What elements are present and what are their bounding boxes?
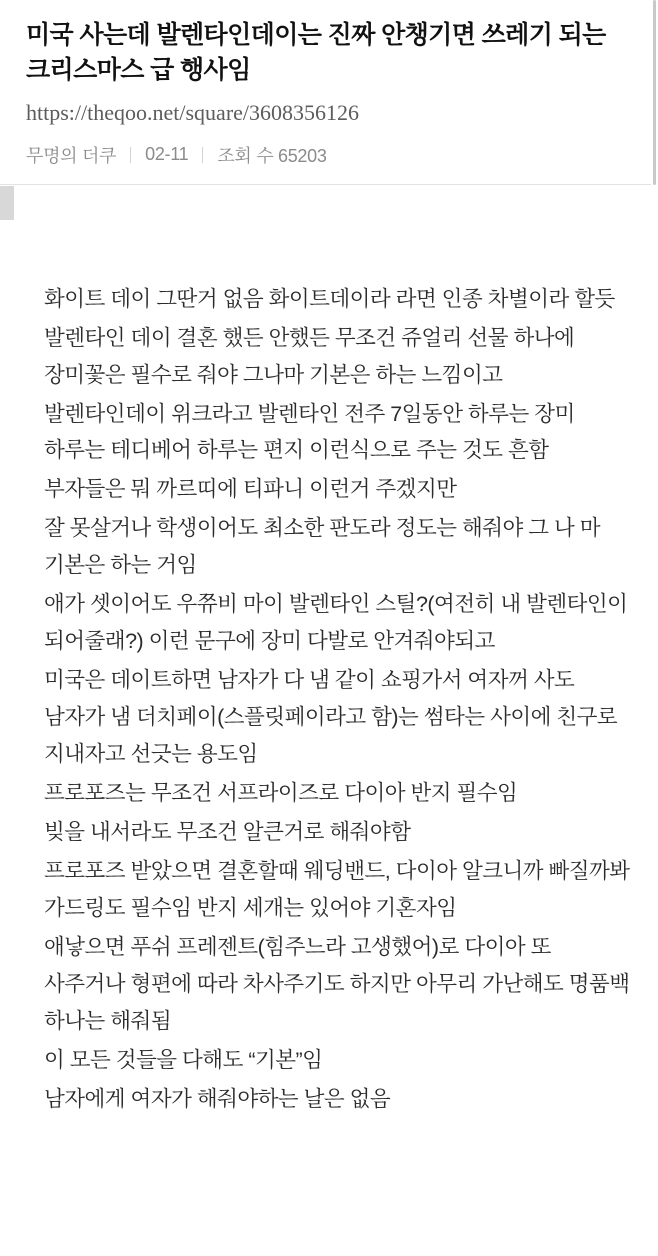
body-paragraph: 프로포즈 받았으면 결혼할때 웨딩밴드, 다이아 알크니까 빠질까봐 가드링도 필수임 반지 세개는 있어야 기혼자임 bbox=[44, 859, 636, 921]
post-date: 02-11 bbox=[145, 144, 189, 165]
body-paragraph: 빚을 내서라도 무조건 알큰거로 해줘야함 bbox=[44, 820, 411, 845]
body-paragraph: 이 모든 것들을 다해도 “기본”임 bbox=[44, 1047, 323, 1072]
post-meta bbox=[26, 142, 632, 168]
body-paragraph: 미국은 데이트하면 남자가 다 냄 같이 쇼핑가서 여자꺼 사도 남자가 냄 더치페이(스플릿페이라고 함)는 썸타는 사이에 친구로 지내자고 선긋는 용도임 bbox=[44, 668, 623, 767]
body-paragraph: 프로포즈는 무조건 서프라이즈로 다이아 반지 필수임 bbox=[44, 781, 518, 806]
post-body bbox=[0, 185, 658, 1150]
post-header bbox=[0, 0, 658, 168]
body-paragraph: 부자들은 뭐 까르띠에 티파니 이런거 주겠지만 bbox=[44, 477, 457, 502]
body-paragraph: 잘 못살거나 학생이어도 최소한 판도라 정도는 해줘야 그 나 마 기본은 하는 거임 bbox=[44, 516, 606, 578]
body-paragraph: 애낳으면 푸쉬 프레젠트(힘주느라 고생했어)로 다이아 또 사주거나 형편에 따라 차사주기도 하지만 아무리 가난해도 명품백 하나는 해줘됨 bbox=[44, 935, 636, 1033]
body-paragraph: 화이트 데이 그딴거 없음 화이트데이라 라면 인종 차별이라 할듯 bbox=[44, 286, 615, 311]
body-top-spacer bbox=[44, 185, 636, 281]
meta-divider bbox=[130, 147, 131, 163]
content-edge-marker bbox=[0, 186, 14, 220]
post-url[interactable]: https://theqoo.net/square/3608356126 bbox=[26, 100, 360, 125]
body-paragraph: 발렌타인 데이 결혼 했든 안했든 무조건 쥬얼리 선물 하나에 장미꽃은 필수로 줘야 그나마 기본은 하는 느낌이고 bbox=[44, 325, 580, 387]
post-author: 무명의 더쿠 bbox=[26, 145, 117, 166]
post-views: 조회 수 65203 bbox=[217, 145, 327, 166]
body-paragraph: 남자에게 여자가 해줘야하는 날은 없음 bbox=[44, 1086, 391, 1111]
meta-divider bbox=[202, 147, 203, 163]
body-paragraph: 발렌타인데이 위크라고 발렌타인 전주 7일동안 하루는 장미 하루는 테디베어 하루는 편지 이런식으로 주는 것도 흔함 bbox=[44, 401, 581, 463]
page-title: 미국 사는데 발렌타인데이는 진짜 안챙기면 쓰레기 되는 크리스마스 급 행사임 bbox=[26, 21, 606, 84]
scrollbar-thumb[interactable] bbox=[653, 0, 656, 185]
scrollbar-track[interactable] bbox=[651, 0, 658, 1256]
body-paragraph: 애가 셋이어도 우쮸비 마이 발렌타인 스틸?(여전히 내 발렌타인이 되어줄래?) 이런 문구에 장미 다발로 안겨줘야되고 bbox=[44, 592, 633, 654]
